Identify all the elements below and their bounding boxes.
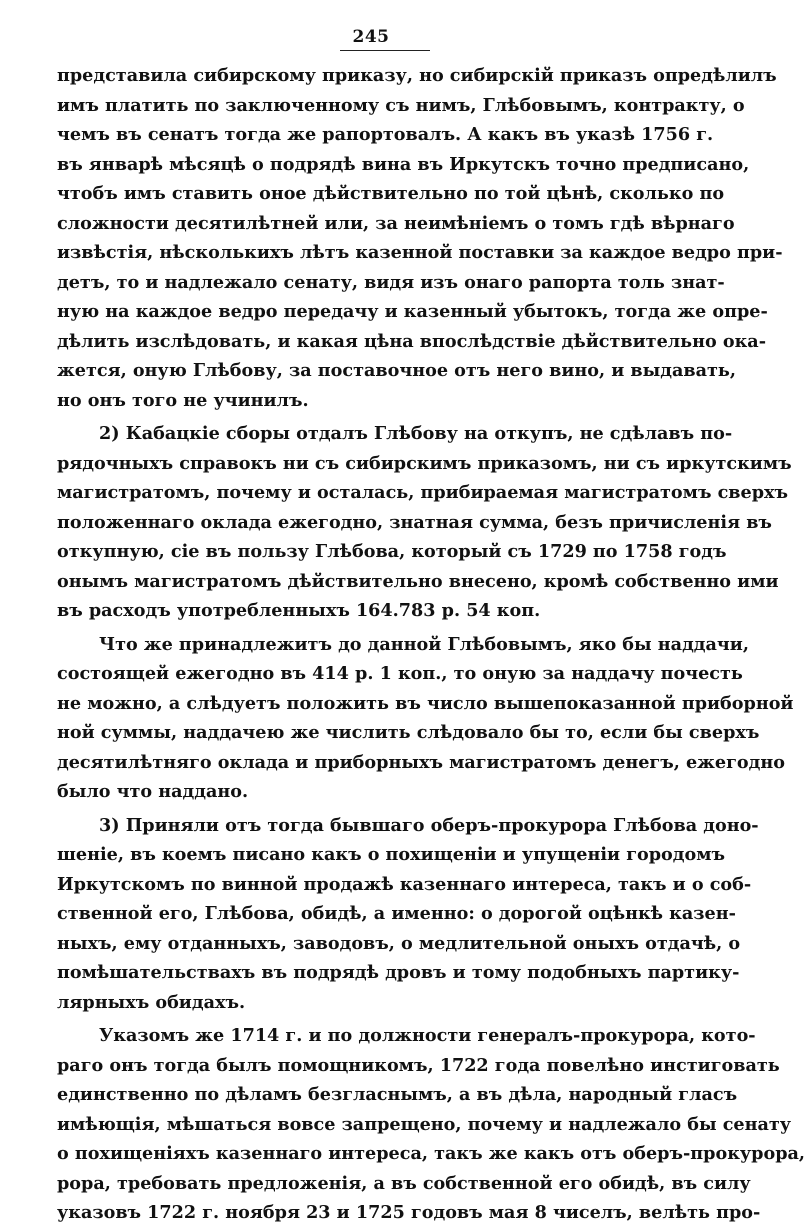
- text-line: Что же принадлежитъ до данной Глѣбовымъ, яко бы наддачи,: [99, 633, 749, 655]
- text-line: магистратомъ, почему и осталась, прибираемая магистратомъ сверхъ: [57, 482, 788, 503]
- text-line: ныхъ, ему отданныхъ, заводовъ, о медлительной оныхъ отдачѣ, о: [57, 932, 741, 954]
- paragraph: [57, 811, 759, 1018]
- text-line: ственной его, Глѣбова, обидѣ, а именно: о дорогой оцѣнкѣ казен-: [57, 903, 736, 924]
- text-line: состоящей ежегодно въ 414 р. 1 коп., то оную за наддачу почесть: [57, 663, 743, 684]
- text-line: дѣлить изслѣдовать, и какая цѣна впослѣдствіе дѣйствительно ока-: [57, 330, 766, 352]
- text-line: онымъ магистратомъ дѣйствительно внесено, кромѣ собственно ими: [57, 570, 779, 592]
- page-number: 245: [352, 27, 390, 47]
- text-line: откупную, сіе въ пользу Глѣбова, который съ 1729 по 1758 годъ: [57, 541, 727, 562]
- text-line: о похищеніяхъ казеннаго интереса, такъ же какъ отъ оберъ-прокурора,: [57, 1143, 805, 1164]
- text-line: въ расходъ употребленныхъ 164.783 р. 54 коп.: [57, 600, 541, 621]
- text-line: рора, требовать предложенія, а въ собственной его обидѣ, въ силу: [57, 1172, 751, 1194]
- text-line: ной суммы, наддачею же числить слѣдовало бы то, если бы сверхъ: [57, 722, 760, 743]
- text-line: въ январѣ мѣсяцѣ о подрядѣ вина въ Иркутскъ точно предписано,: [57, 153, 750, 175]
- text-line: ную на каждое ведро передачу и казенный убытокъ, тогда же опре-: [57, 301, 768, 322]
- text-line: детъ, то и надлежало сенату, видя изъ онаго рапорта толь знат-: [57, 271, 725, 293]
- paragraph: [57, 61, 783, 415]
- document-page: [57, 24, 805, 1223]
- text-line: имѣющія, мѣшаться вовсе запрещено, почему и надлежало бы сенату: [57, 1113, 792, 1135]
- text-line: Иркутскомъ по винной продажѣ казеннаго интереса, такъ и о соб-: [57, 873, 752, 895]
- text-line: 2) Кабацкіе сборы отдалъ Глѣбову на откупъ, не сдѣлавъ по-: [99, 423, 733, 444]
- text-line: помѣшательствахъ въ подрядѣ дровъ и тому подобныхъ партику-: [57, 962, 740, 983]
- text-line: 3) Приняли отъ тогда бывшаго оберъ-прокурора Глѣбова доно-: [99, 814, 759, 836]
- text-line: чтобъ имъ ставить оное дѣйствительно по той цѣнѣ, сколько по: [57, 183, 725, 204]
- text-line: раго онъ тогда былъ помощникомъ, 1722 года повелѣно инстиговать: [57, 1054, 780, 1076]
- text-line: рядочныхъ справокъ ни съ сибирскимъ приказомъ, ни съ иркутскимъ: [57, 452, 792, 474]
- text-line: представила сибирскому приказу, но сибирскій приказъ опредѣлилъ: [57, 65, 777, 86]
- text-line: но онъ того не учинилъ.: [57, 389, 309, 411]
- text-line: не можно, а слѣдуетъ положить въ число вышепоказанной приборной: [57, 692, 794, 714]
- page-number-rule: [340, 50, 430, 51]
- text-line: жется, оную Глѣбову, за поставочное отъ него вино, и выдавать,: [57, 360, 737, 381]
- text-line: лярныхъ обидахъ.: [57, 991, 246, 1013]
- text-line: имъ платить по заключенному съ нимъ, Глѣбовымъ, контракту, о: [57, 94, 745, 116]
- text-line: было что наддано.: [57, 781, 249, 802]
- text-line: Указомъ же 1714 г. и по должности генералъ-прокурора, кото-: [99, 1025, 756, 1046]
- text-line: извѣстія, нѣсколькихъ лѣтъ казенной поставки за каждое ведро при-: [57, 242, 783, 263]
- paragraph: [57, 1021, 805, 1228]
- paragraph: [57, 630, 794, 807]
- text-line: чемъ въ сенатъ тогда же рапортовалъ. А какъ въ указѣ 1756 г.: [57, 124, 714, 145]
- text-line: указовъ 1722 г. ноября 23 и 1725 годовъ мая 8 чиселъ, велѣть про-: [57, 1202, 761, 1223]
- body-text: [57, 61, 805, 1228]
- text-line: десятилѣтняго оклада и приборныхъ магистратомъ денегъ, ежегодно: [57, 751, 785, 773]
- text-line: положеннаго оклада ежегодно, знатная сумма, безъ причисленія въ: [57, 511, 772, 533]
- text-line: шеніе, въ коемъ писано какъ о похищеніи и упущеніи городомъ: [57, 844, 726, 865]
- text-line: сложности десятилѣтней или, за неимѣніемъ о томъ гдѣ вѣрнаго: [57, 212, 735, 234]
- text-line: единственно по дѣламъ безгласнымъ, а въ дѣла, народный гласъ: [57, 1084, 738, 1105]
- paragraph: [57, 419, 792, 626]
